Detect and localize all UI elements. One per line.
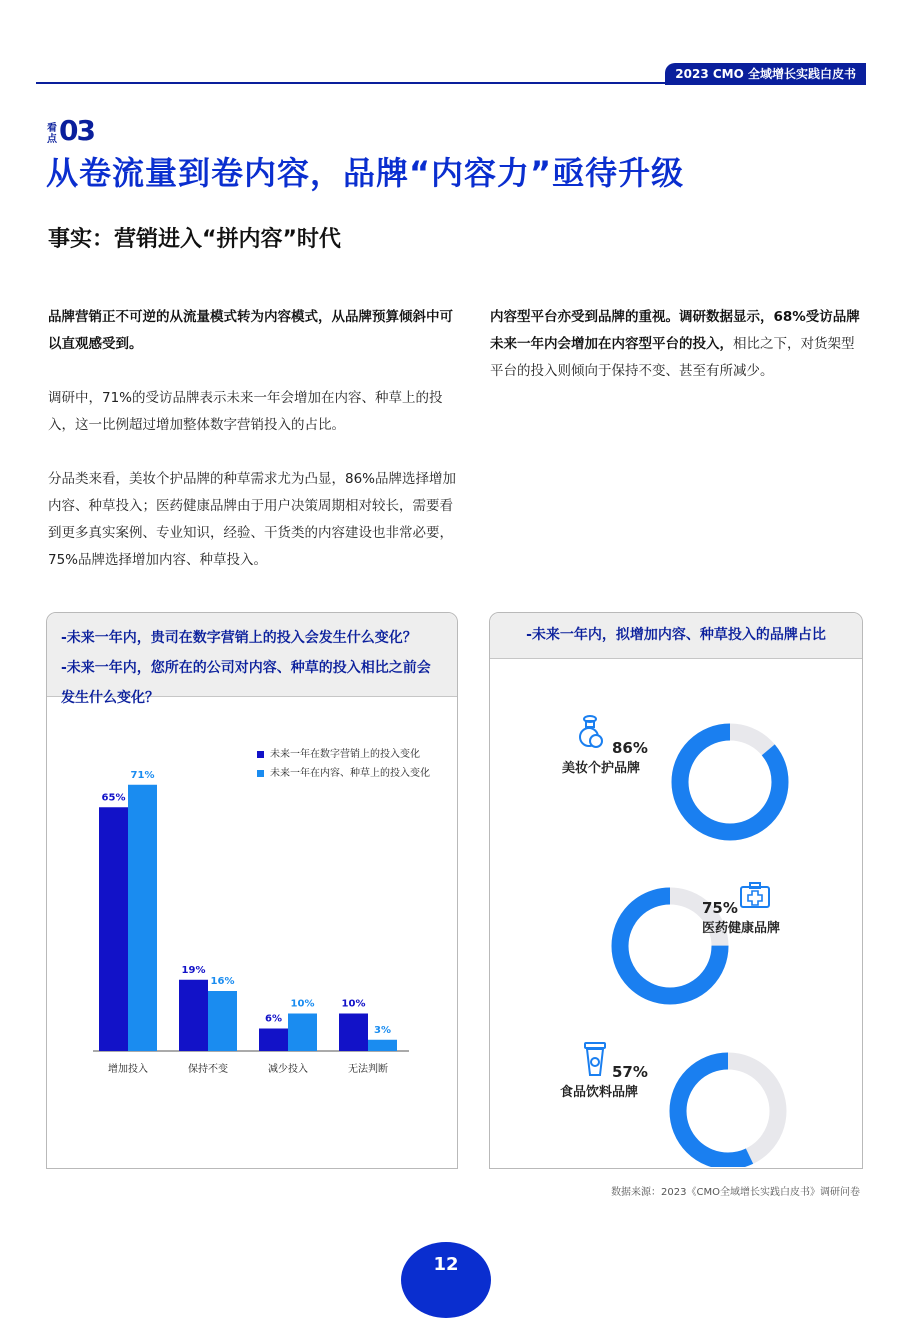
donut-percent: 75% bbox=[702, 899, 738, 917]
paragraph-rest: 相比之下，对货架型平台的投入则倾向于保持不变、甚至有所减少。 bbox=[490, 336, 855, 379]
bar-value-label: 71% bbox=[130, 769, 155, 781]
survey-question-1: -未来一年内，贵司在数字营销上的投入会发生什么变化？ bbox=[61, 630, 417, 646]
donut-category: 美妆个护品牌 bbox=[562, 761, 641, 776]
donut-chart-card-header: -未来一年内，拟增加内容、种草投入的品牌占比 bbox=[490, 613, 862, 659]
bar bbox=[339, 1014, 368, 1052]
section-badge-number: 03 bbox=[59, 114, 94, 147]
legend-label: 未来一年在内容、种草上的投入变化 bbox=[270, 768, 430, 779]
donut-charts bbox=[490, 659, 862, 1167]
bar-value-label: 65% bbox=[101, 792, 126, 804]
body-left-column bbox=[48, 304, 460, 601]
page-subtitle: 事实：营销进入“拼内容”时代 bbox=[48, 227, 341, 252]
data-source-note: 数据来源：2023《CMO全域增长实践白皮书》调研问卷 bbox=[611, 1187, 860, 1198]
bar bbox=[259, 1029, 288, 1052]
survey-question-2: -未来一年内，您所在的公司对内容、种草的投入相比之前会发生什么变化？ bbox=[61, 660, 431, 706]
donut-percent: 86% bbox=[612, 739, 648, 757]
bar-chart-card-header bbox=[47, 613, 457, 706]
category-label: 保持不变 bbox=[188, 1064, 228, 1075]
bar-value-label: 19% bbox=[181, 964, 206, 976]
donut-label-cosmetics bbox=[562, 739, 648, 776]
donut-label-medical bbox=[702, 899, 780, 936]
paragraph: 品牌营销正不可逆的从流量模式转为内容模式，从品牌预算倾斜中可以直观感受到。 bbox=[48, 309, 453, 352]
legend-label: 未来一年在数字营销上的投入变化 bbox=[270, 749, 420, 760]
bar-value-label: 6% bbox=[265, 1013, 282, 1025]
page-number: 12 bbox=[401, 1242, 491, 1318]
bar-chart bbox=[47, 697, 457, 1167]
bar bbox=[128, 785, 157, 1051]
donut-category: 食品饮料品牌 bbox=[560, 1085, 639, 1100]
bar bbox=[179, 980, 208, 1051]
bar bbox=[208, 991, 237, 1051]
bar-value-label: 3% bbox=[374, 1024, 391, 1036]
section-badge bbox=[47, 114, 94, 147]
bar-value-label: 10% bbox=[341, 998, 366, 1010]
bar-value-label: 10% bbox=[290, 998, 315, 1010]
category-label: 无法判断 bbox=[348, 1064, 388, 1075]
donut-label-food bbox=[560, 1063, 648, 1100]
paragraph-bold: 内容型平台亦受到品牌的重视。调研数据显示，68%受访品牌未来一年内会增加在内容型平台的投入， bbox=[490, 309, 860, 352]
section-badge-label: 看点 bbox=[47, 123, 57, 145]
donut-chart-card bbox=[489, 612, 863, 1169]
paragraph: 分品类来看，美妆个护品牌的种草需求尤为凸显，86%品牌选择增加内容、种草投入；医药健康品牌由于用户决策周期相对较长，需要看到更多真实案例、专业知识，经验、干货类的内容建设也非常必要，75%品牌选择增加内容、种草投入。 bbox=[48, 471, 457, 568]
document-title-tag: 2023 CMO 全域增长实践白皮书 bbox=[665, 63, 866, 85]
bar bbox=[99, 807, 128, 1051]
page-title: 从卷流量到卷内容，品牌“内容力”亟待升级 bbox=[46, 154, 685, 192]
bar-chart-card bbox=[46, 612, 458, 1169]
donut-percent: 57% bbox=[612, 1063, 648, 1081]
body-right-column bbox=[490, 304, 865, 412]
bar bbox=[288, 1014, 317, 1052]
category-label: 减少投入 bbox=[268, 1064, 308, 1075]
category-label: 增加投入 bbox=[108, 1064, 148, 1075]
paragraph: 调研中，71%的受访品牌表示未来一年会增加在内容、种草上的投入，这一比例超过增加整体数字营销投入的占比。 bbox=[48, 390, 443, 433]
donut-category: 医药健康品牌 bbox=[702, 921, 781, 936]
bar bbox=[368, 1040, 397, 1051]
bar-value-label: 16% bbox=[210, 976, 235, 987]
paragraph bbox=[490, 304, 865, 385]
